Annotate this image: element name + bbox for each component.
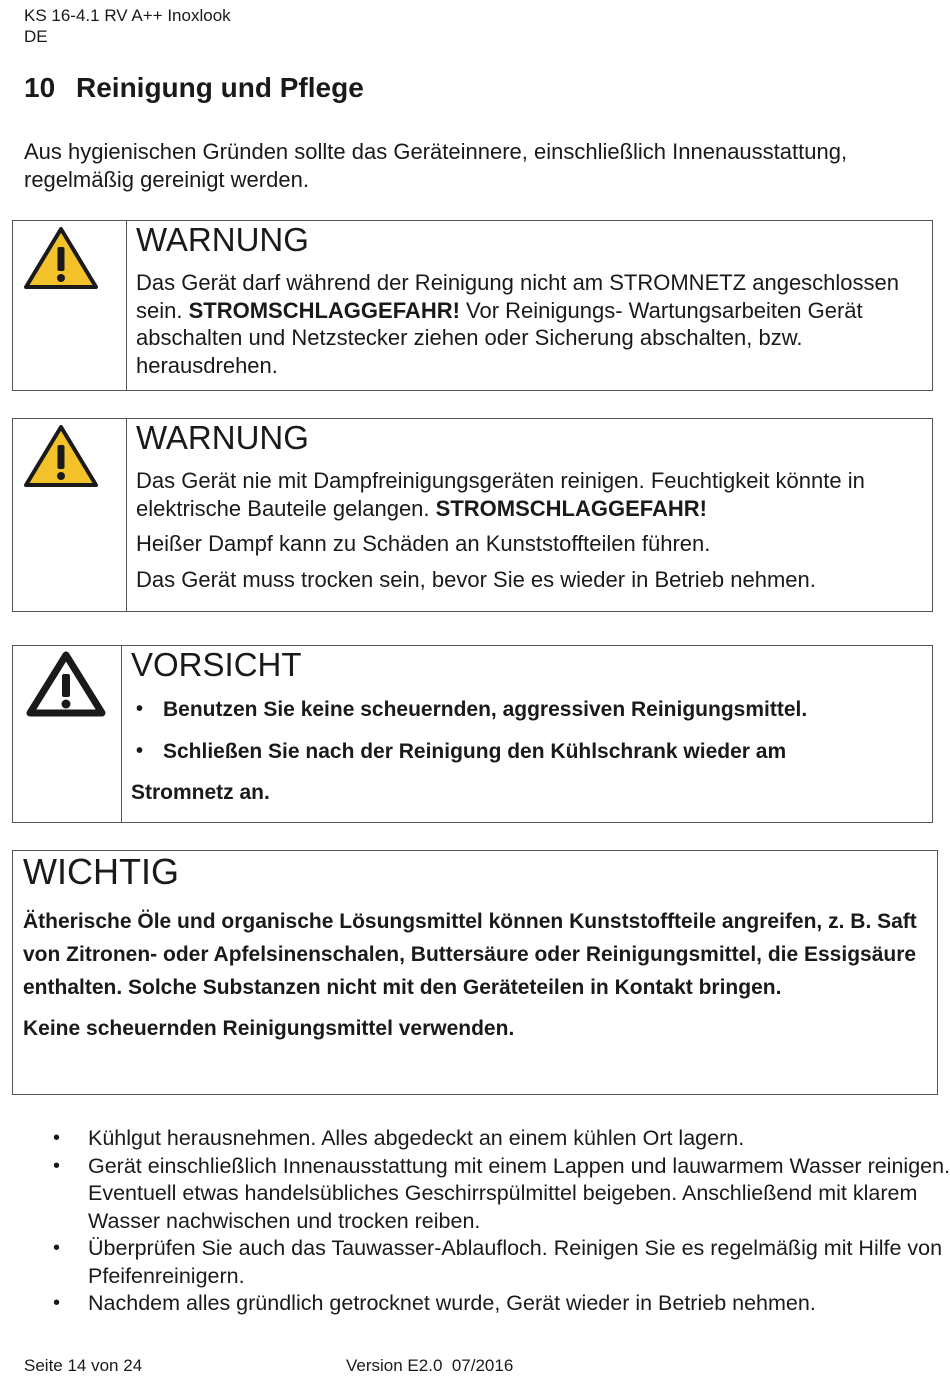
caution-title: VORSICHT [131, 646, 302, 683]
caution-item: • Schließen Sie nach der Reinigung den Kühlschrank wieder am [131, 738, 922, 766]
section-title: Reinigung und Pflege [76, 72, 364, 103]
warning-text: Das Gerät darf während der Reinigung nicht am STROMNETZ angeschlossen sein. STROMSCHLAGGEFAHR! Vor Reinigungs- Wartungsarbeiten Gerät abschalten und Netzstecker ziehen oder Sicherung abschalten, bzw. herausdrehen. [136, 270, 900, 378]
document-model: KS 16-4.1 RV A++ Inoxlook [24, 6, 231, 25]
cleaning-steps-list [48, 1125, 950, 1318]
caution-box [12, 645, 933, 823]
warning-text: Das Gerät nie mit Dampfreinigungsgeräten reinigen. Feuchtigkeit könnte in elektrische Bauteile gelangen. STROMSCHLAGGEFAHR! [136, 468, 865, 521]
warning-box-1 [12, 220, 933, 391]
section-number: 10 [24, 72, 56, 103]
warning-text-line: Das Gerät muss trocken sein, bevor Sie es wieder in Betrieb nehmen. [136, 566, 816, 592]
caution-item: • Benutzen Sie keine scheuernden, aggressiven Reinigungsmittel. [131, 696, 922, 724]
list-item: • Gerät einschließlich Innenausstattung mit einem Lappen und lauwarmem Wasser reinigen. Eventuell etwas handelsübliches Geschirrspülmittel beigeben. Anschließend mit klarem Wasser nachwischen und trocken reiben. [48, 1153, 950, 1236]
warning-title: WARNUNG [136, 419, 309, 456]
important-title: WICHTIG [23, 851, 179, 892]
important-box [12, 850, 938, 1095]
warning-box-2 [12, 418, 933, 612]
warning-icon [23, 423, 99, 489]
list-item: • Nachdem alles gründlich getrocknet wurde, Gerät wieder in Betrieb nehmen. [48, 1290, 950, 1318]
list-item: • Überprüfen Sie auch das Tauwasser-Ablaufloch. Reinigen Sie es regelmäßig mit Hilfe von Pfeifenreinigern. [48, 1235, 950, 1290]
list-item: • Kühlgut herausnehmen. Alles abgedeckt an einem kühlen Ort lagern. [48, 1125, 950, 1153]
section-heading [24, 72, 364, 104]
warning-title: WARNUNG [136, 221, 309, 258]
document-language: DE [24, 27, 48, 46]
warning-text-line: Heißer Dampf kann zu Schäden an Kunststoffteilen führen. [136, 531, 711, 556]
version-info: Version E2.0 07/2016 [346, 1356, 514, 1375]
important-text: Ätherische Öle und organische Lösungsmittel können Kunststoffteile angreifen, z. B. Saft von Zitronen- oder Apfelsinenschalen, Buttersäure oder Reinigungsmittel, die Essigsäure enthalten. Solche Substanzen nicht mit den Geräteteilen in Kontakt bringen. [23, 910, 917, 999]
caution-item-continuation: Stromnetz an. [131, 781, 270, 804]
warning-icon [23, 225, 99, 291]
caution-icon [25, 650, 107, 718]
important-text: Keine scheuernden Reinigungsmittel verwenden. [23, 1017, 515, 1040]
section-intro: Aus hygienischen Gründen sollte das Geräteinnere, einschließlich Innenausstattung, regelmäßig gereinigt werden. [24, 139, 848, 192]
page-number: Seite 14 von 24 [24, 1356, 143, 1375]
